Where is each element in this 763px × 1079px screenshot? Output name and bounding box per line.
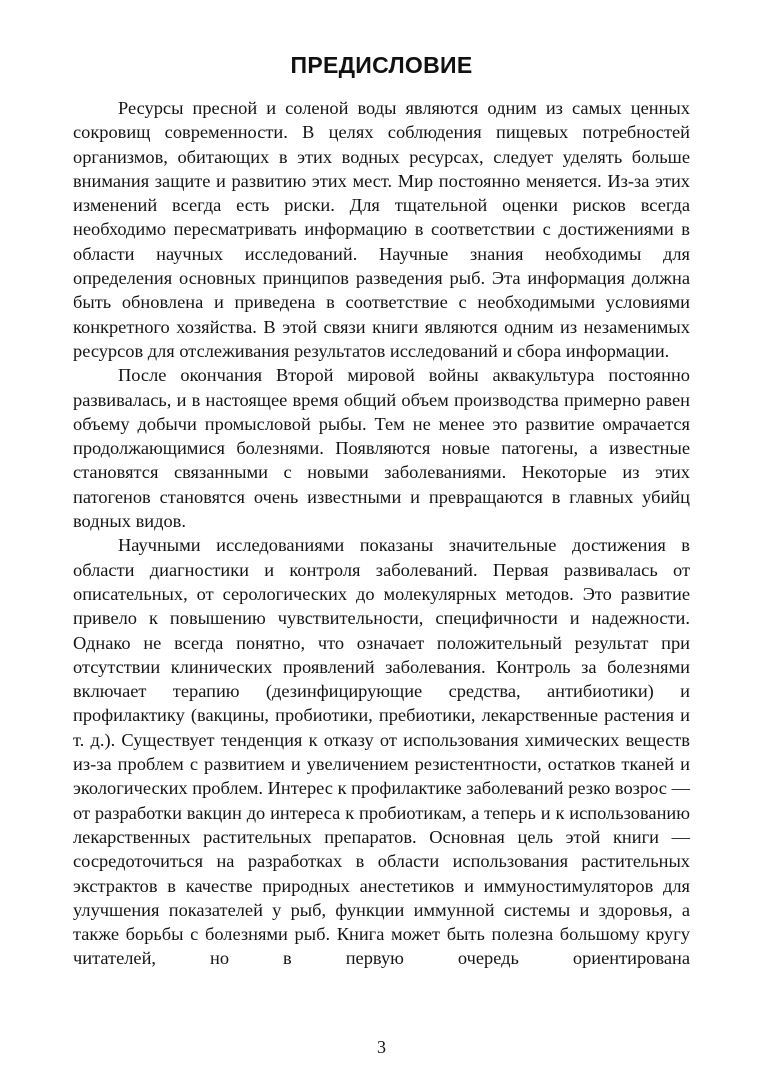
body-text — [73, 96, 690, 971]
page-number: 3 — [377, 1037, 386, 1057]
page-title: ПРЕДИСЛОВИЕ — [290, 52, 473, 78]
paragraph-2: После окончания Второй мировой войны аквакультура постоянно развивалась, и в настоящее время общий объем производства примерно равен объему добычи промысловой рыбы. Тем не менее это развитие омрачается продолжающимися болезнями. Появляются новые патогены, а известные становятся связанными с новыми заболеваниями. Некоторые из этих патогенов становятся очень известными и превращаются в главных убийц водных видов. — [73, 365, 690, 532]
paragraph-1: Ресурсы пресной и соленой воды являются одним из самых ценных сокровищ современности. В целях соблюдения пищевых потребностей организмов, обитающих в этих водных ресурсах, следует уделять больше внимания защите и развитию этих мест. Мир постоянно меняется. Из-за этих изменений всегда есть риски. Для тщательной оценки рисков всегда необходимо пересматривать информацию в соответствии с достижениями в области научных исследований. Научные знания необходимы для определения основных принципов разведения рыб. Эта информация должна быть обновлена и приведена в соответствие с необходимыми условиями конкретного хозяйства. В этой связи книги являются одним из незаменимых ресурсов для отслеживания результатов исследований и сбора информации. — [73, 98, 690, 361]
paragraph-3: Научными исследованиями показаны значительные достижения в области диагностики и контроля заболеваний. Первая развивалась от описательных, от серологических до молекулярных методов. Это развитие привело к повышению чувствительности, специфичности и надежности. Однако не всегда понятно, что означает положительный результат при отсутствии клинических проявлений заболевания. Контроль за болезнями включает терапию (дезинфицирующие средства, антибиотики) и профилактику (вакцины, пробиотики, пребиотики, лекарственные растения и т. д.). Существует тенденция к отказу от использования химических веществ из-за проблем с развитием и увеличением резистентности, остатков тканей и экологических проблем. Интерес к профилактике заболеваний резко возрос — от разработки вакцин до интереса к пробиотикам, а теперь и к использованию лекарственных растительных препаратов. Основная цель этой книги — сосредоточиться на разработках в области использования растительных экстрактов в качестве природных анестетиков и иммуностимуляторов для улучшения показателей у рыб, функции иммунной системы и здоровья, а также борьбы с болезнями рыб. Книга может быть полезна большому кругу читателей, но в первую очередь ориентирована — [73, 535, 690, 969]
